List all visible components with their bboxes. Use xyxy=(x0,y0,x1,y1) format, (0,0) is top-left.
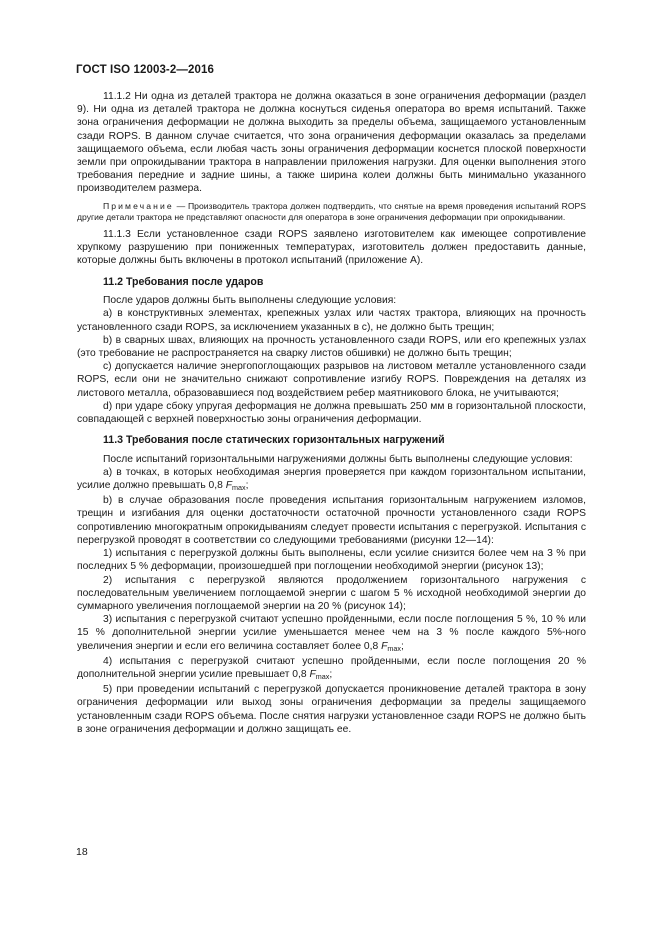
section-11-2-item-d: d) при ударе сбоку упругая деформация не должна превышать 250 мм в горизонтальной плоскости, совпадающей с верхней поверхностью зоны ограничения деформации. xyxy=(77,400,586,425)
page-number: 18 xyxy=(76,846,88,858)
section-11-3-sub-3: 3) испытания с перегрузкой считают успешно пройденными, если после поглощения 5 %, 10 % или 15 % дополнительной энергии усилие уменьшается менее чем на 3 % после каждого 5%-ного увеличения энергии и если его величина составляет более 0,8 $F_{max}$; xyxy=(77,614,586,653)
document-body xyxy=(77,90,586,736)
section-11-2-item-a: а) в конструктивных элементах, крепежных узлах или частях трактора, влияющих на прочность установленного сзади ROPS, за исключением указанных в с), не должно быть трещин; xyxy=(77,308,586,333)
note-paragraph xyxy=(77,201,586,223)
section-11-3-sub-2: 2) испытания с перегрузкой являются продолжением горизонтального нагружения с последовательным увеличением поглощаемой энергии с шагом 5 % исходной необходимой энергии до суммарного увеличения поглощаемой энергии на 20 % (рисунок 14); xyxy=(77,574,586,612)
section-11-3-item-a: а) в точках, в которых необходимая энергия проверяется при каждом горизонтальном испытании, усилие должно превышать 0,8 $F_{max}$; xyxy=(77,466,586,493)
section-11-3-sub-1: 1) испытания с перегрузкой должны быть выполнены, если усилие снизится более чем на 3 % при последних 5 % деформации, произошедшей при поглощении необходимой энергии (рисунок 13); xyxy=(77,548,586,573)
section-11-2-item-c: c) допускается наличие энергопоглощающих разрывов на листовом металле установленного сзади ROPS, если они не значительно снижают сопротивление изгибу ROPS. Повреждения на деталях из листового металла, образовавшиеся под воздействием ребер маятникового блока, не учитываются; xyxy=(77,361,586,399)
note-label: Примечание xyxy=(103,200,174,211)
section-11-3-item-b: b) в случае образования после проведения испытания горизонтальным нагружением изломов, трещин и изгибания для оценки достаточности остаточной прочности установленного сзади ROPS сопротивлению многократным опрокидываниям следует провести испытания с перегрузкой. Испытания с перегрузкой проводят в соответствии со следующими требованиями (рисунки 12—14): xyxy=(77,495,586,546)
section-11-3-sub-4: 4) испытания с перегрузкой считают успешно пройденными, если после поглощения 20 % дополнительной энергии усилие превышает 0,8 $F_{max}$; xyxy=(77,655,586,681)
note-text: — Производитель трактора должен подтвердить, что снятые на время проведения испытаний ROPS другие детали трактора не представляют опасности для оператора в зоне ограничения деформации при опрокидывании. xyxy=(77,200,586,222)
section-11-2-title: 11.2 Требования после ударов xyxy=(103,275,264,288)
paragraph-11-1-3: 11.1.3 Если установленное сзади ROPS заявлено изготовителем как имеющее сопротивление хрупкому разрушению при пониженных температурах, изготовитель должен предоставить данные, которые должны быть включены в протокол испытаний (приложение А). xyxy=(77,229,586,267)
section-11-3-title: 11.3 Требования после статических горизонтальных нагружений xyxy=(103,434,445,447)
section-11-2-intro: После ударов должны быть выполнены следующие условия: xyxy=(103,295,397,307)
section-11-2-item-b: b) в сварных швах, влияющих на прочность установленного сзади ROPS, или его крепежных узлах (это требование не распространяется на сварку листов обшивки) не должно быть трещин; xyxy=(77,334,586,359)
document-header: ГОСТ ISO 12003-2—2016 xyxy=(76,64,214,76)
section-11-3-intro: После испытаний горизонтальными нагружениями должны быть выполнены следующие условия: xyxy=(103,453,573,465)
paragraph-11-1-2: 11.1.2 Ни одна из деталей трактора не должна оказаться в зоне ограничения деформации (раздел 9). Ни одна из деталей трактора не должна коснуться сиденья оператора во время испытаний. Также зона ограничения деформации не должна выходить за пределы объема, защищаемого установленным сзади ROPS. В данном случае считается, что зона ограничения деформации оказалась за пределами защищаемого объема, если любая часть зоны ограничения деформации коснется плоской поверхности земли при опрокидывании трактора в направлении приложения нагрузки. Для оценки выполнения этого требования передние и задние шины, а также ширина колеи должны быть минимально указанного производителем размера. xyxy=(77,91,586,195)
section-11-3-sub-5: 5) при проведении испытаний с перегрузкой допускается проникновение деталей трактора в зону ограничения деформации или выход зоны ограничения деформации за пределы защищаемого установленным сзади ROPS объема. После снятия нагрузки установленное сзади ROPS не должно быть в зоне ограничения деформации и должно защищать ее. xyxy=(77,684,586,735)
